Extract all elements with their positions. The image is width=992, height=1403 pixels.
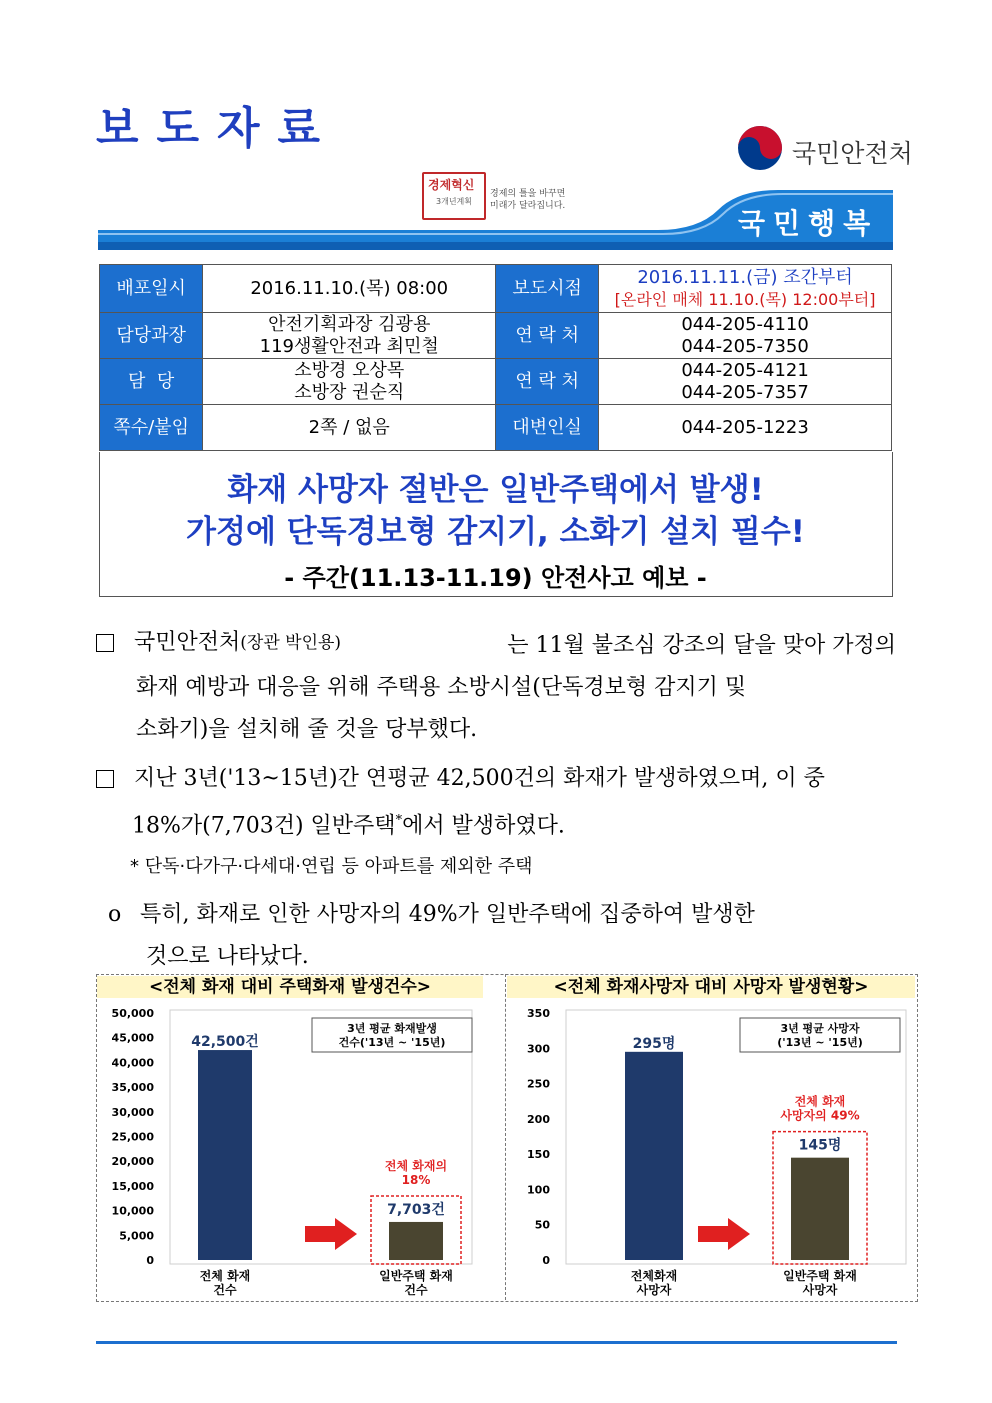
chart2 bbox=[508, 1000, 914, 1298]
bar bbox=[625, 1052, 683, 1260]
p1-minister: (장관 박인용) bbox=[240, 633, 342, 653]
dept-value bbox=[203, 313, 496, 359]
data-label: 295명 bbox=[632, 1035, 676, 1052]
staff-line2: 소방장 권순직 bbox=[294, 381, 405, 403]
legend-text: 건수('13년 ~ '15년) bbox=[338, 1036, 446, 1049]
x-tick-label: 건수 bbox=[404, 1283, 428, 1297]
paragraph-1-line-1 bbox=[96, 622, 896, 667]
contact-label: 연 락 처 bbox=[496, 313, 599, 359]
y-tick-label: 30,000 bbox=[111, 1105, 154, 1119]
staff-value bbox=[203, 359, 496, 405]
paragraph-3 bbox=[108, 894, 898, 978]
y-tick-label: 45,000 bbox=[111, 1031, 154, 1045]
x-tick-label: 건수 bbox=[213, 1283, 237, 1297]
release-value: 2016.11.10.(목) 08:00 bbox=[203, 265, 496, 313]
release-label: 배포일시 bbox=[100, 265, 203, 313]
pages-label: 쪽수/붙임 bbox=[100, 405, 203, 451]
data-label: 42,500건 bbox=[191, 1034, 259, 1051]
paragraph-2-line-2 bbox=[96, 800, 896, 847]
checkbox-bullet-icon bbox=[96, 770, 114, 788]
spokes-label: 대변인실 bbox=[496, 405, 599, 451]
badge-subtitle: 3개년계획 bbox=[436, 197, 473, 206]
paragraph-1 bbox=[96, 622, 896, 751]
footer-line bbox=[96, 1341, 897, 1344]
annotation: 사망자의 49% bbox=[780, 1108, 860, 1123]
charts-divider bbox=[505, 974, 506, 1300]
chart1 bbox=[100, 1000, 500, 1298]
contact2-line2: 044-205-7357 bbox=[681, 381, 809, 403]
y-tick-label: 20,000 bbox=[111, 1155, 154, 1169]
government-emblem-icon bbox=[736, 124, 784, 172]
contact1-value bbox=[599, 313, 892, 359]
checkbox-bullet-icon bbox=[96, 634, 114, 652]
embargo-value bbox=[599, 265, 892, 313]
x-tick-label: 사망자 bbox=[802, 1283, 838, 1297]
y-tick-label: 150 bbox=[527, 1148, 550, 1162]
contact1-line1: 044-205-4110 bbox=[681, 313, 809, 335]
paragraph-3-line-2: 것으로 나타났다. bbox=[146, 944, 309, 969]
footnote: * 단독·다가구·다세대·연립 등 아파트를 제외한 주택 bbox=[130, 856, 533, 877]
contact2-value bbox=[599, 359, 892, 405]
annotation: 전체 화재의 bbox=[384, 1158, 448, 1173]
y-tick-label: 15,000 bbox=[111, 1179, 154, 1193]
contact2-line1: 044-205-4121 bbox=[681, 359, 809, 381]
paragraph-2 bbox=[96, 758, 896, 847]
p2-sup: * bbox=[395, 813, 403, 828]
x-tick-label: 사망자 bbox=[636, 1283, 672, 1297]
y-tick-label: 100 bbox=[527, 1183, 550, 1197]
staff-line1: 소방경 오상목 bbox=[294, 359, 405, 381]
p1-rest: 는 11월 불조심 강조의 달을 맞아 가정의 bbox=[507, 633, 896, 658]
x-tick-label: 일반주택 화재 bbox=[783, 1269, 857, 1283]
headline-1: 화재 사망자 절반은 일반주택에서 발생! bbox=[227, 472, 764, 508]
x-tick-label: 일반주택 화재 bbox=[379, 1269, 453, 1283]
y-tick-label: 50 bbox=[534, 1218, 550, 1232]
y-tick-label: 0 bbox=[146, 1254, 154, 1267]
p2-a: 18%가(7,703건) 일반주택 bbox=[132, 813, 396, 839]
y-tick-label: 0 bbox=[542, 1254, 550, 1267]
y-tick-label: 250 bbox=[527, 1077, 550, 1091]
dept-line2: 119생활안전과 최민철 bbox=[259, 335, 439, 357]
circle-bullet: o bbox=[108, 902, 122, 927]
headline-2: 가정에 단독경보형 감지기, 소화기 설치 필수! bbox=[186, 514, 805, 550]
legend-text: ('13년 ~ '15년) bbox=[777, 1036, 863, 1049]
contact2-label: 연 락 처 bbox=[496, 359, 599, 405]
spokes-value: 044-205-1223 bbox=[599, 405, 892, 451]
x-tick-label: 전체화재 bbox=[630, 1269, 678, 1283]
paragraph-3-line-1: 특히, 화재로 인한 사망자의 49%가 일반주택에 집중하여 발생한 bbox=[140, 902, 755, 927]
y-tick-label: 25,000 bbox=[111, 1130, 154, 1144]
subheadline: - 주간(11.13-11.19) 안전사고 예보 - bbox=[284, 564, 707, 592]
p1-agency: 국민안전처 bbox=[134, 630, 241, 655]
chart2-title: <전체 화재사망자 대비 사망자 발생현황> bbox=[507, 976, 915, 998]
annotation: 18% bbox=[401, 1172, 431, 1187]
y-tick-label: 5,000 bbox=[119, 1229, 154, 1243]
chart1-title: <전체 화재 대비 주택화재 발생건수> bbox=[97, 976, 483, 998]
y-tick-label: 350 bbox=[527, 1007, 550, 1020]
y-tick-label: 10,000 bbox=[111, 1204, 154, 1218]
embargo-line2: [온라인 매체 11.10.(목) 12:00부터] bbox=[614, 289, 876, 309]
embargo-label: 보도시점 bbox=[496, 265, 599, 313]
page-title: 보도자료 bbox=[96, 103, 339, 154]
data-label: 145명 bbox=[798, 1137, 842, 1154]
annotation: 전체 화재 bbox=[794, 1094, 846, 1109]
embargo-line1: 2016.11.11.(금) 조간부터 bbox=[637, 266, 853, 288]
contact1-line2: 044-205-7350 bbox=[681, 335, 809, 357]
release-info-table bbox=[99, 264, 892, 451]
y-tick-label: 300 bbox=[527, 1042, 550, 1056]
legend-text: 3년 평균 화재발생 bbox=[347, 1022, 437, 1035]
legend-text: 3년 평균 사망자 bbox=[780, 1022, 860, 1035]
data-label: 7,703건 bbox=[387, 1201, 445, 1218]
bar bbox=[791, 1158, 849, 1260]
badge-title: 경제혁신 bbox=[428, 178, 475, 192]
bar bbox=[389, 1222, 443, 1260]
y-tick-label: 200 bbox=[527, 1112, 550, 1126]
bar bbox=[198, 1050, 252, 1260]
dept-label: 담당과장 bbox=[100, 313, 203, 359]
dept-line1: 안전기획과장 김광용 bbox=[268, 313, 431, 335]
p2-b: 에서 발생하였다. bbox=[402, 813, 565, 839]
y-tick-label: 50,000 bbox=[111, 1007, 154, 1020]
paragraph-2-line-1: 지난 3년('13~15년)간 연평균 42,500건의 화재가 발생하였으며, 이 중 bbox=[134, 766, 825, 791]
staff-label: 담 당 bbox=[100, 359, 203, 405]
y-tick-label: 35,000 bbox=[111, 1081, 154, 1095]
slogan: 국민행복 bbox=[738, 207, 879, 240]
pages-value: 2쪽 / 없음 bbox=[203, 405, 496, 451]
x-tick-label: 전체 화재 bbox=[199, 1269, 251, 1283]
badge-slogan: 경제의 틀을 바꾸면 미래가 달라집니다. bbox=[490, 189, 566, 211]
paragraph-1-line-2: 화재 예방과 대응을 위해 주택용 소방시설(단독경보형 감지기 및 bbox=[136, 675, 747, 700]
agency-name: 국민안전처 bbox=[792, 139, 913, 168]
paragraph-1-line-3: 소화기)을 설치해 줄 것을 당부했다. bbox=[136, 717, 478, 742]
y-tick-label: 40,000 bbox=[111, 1056, 154, 1070]
